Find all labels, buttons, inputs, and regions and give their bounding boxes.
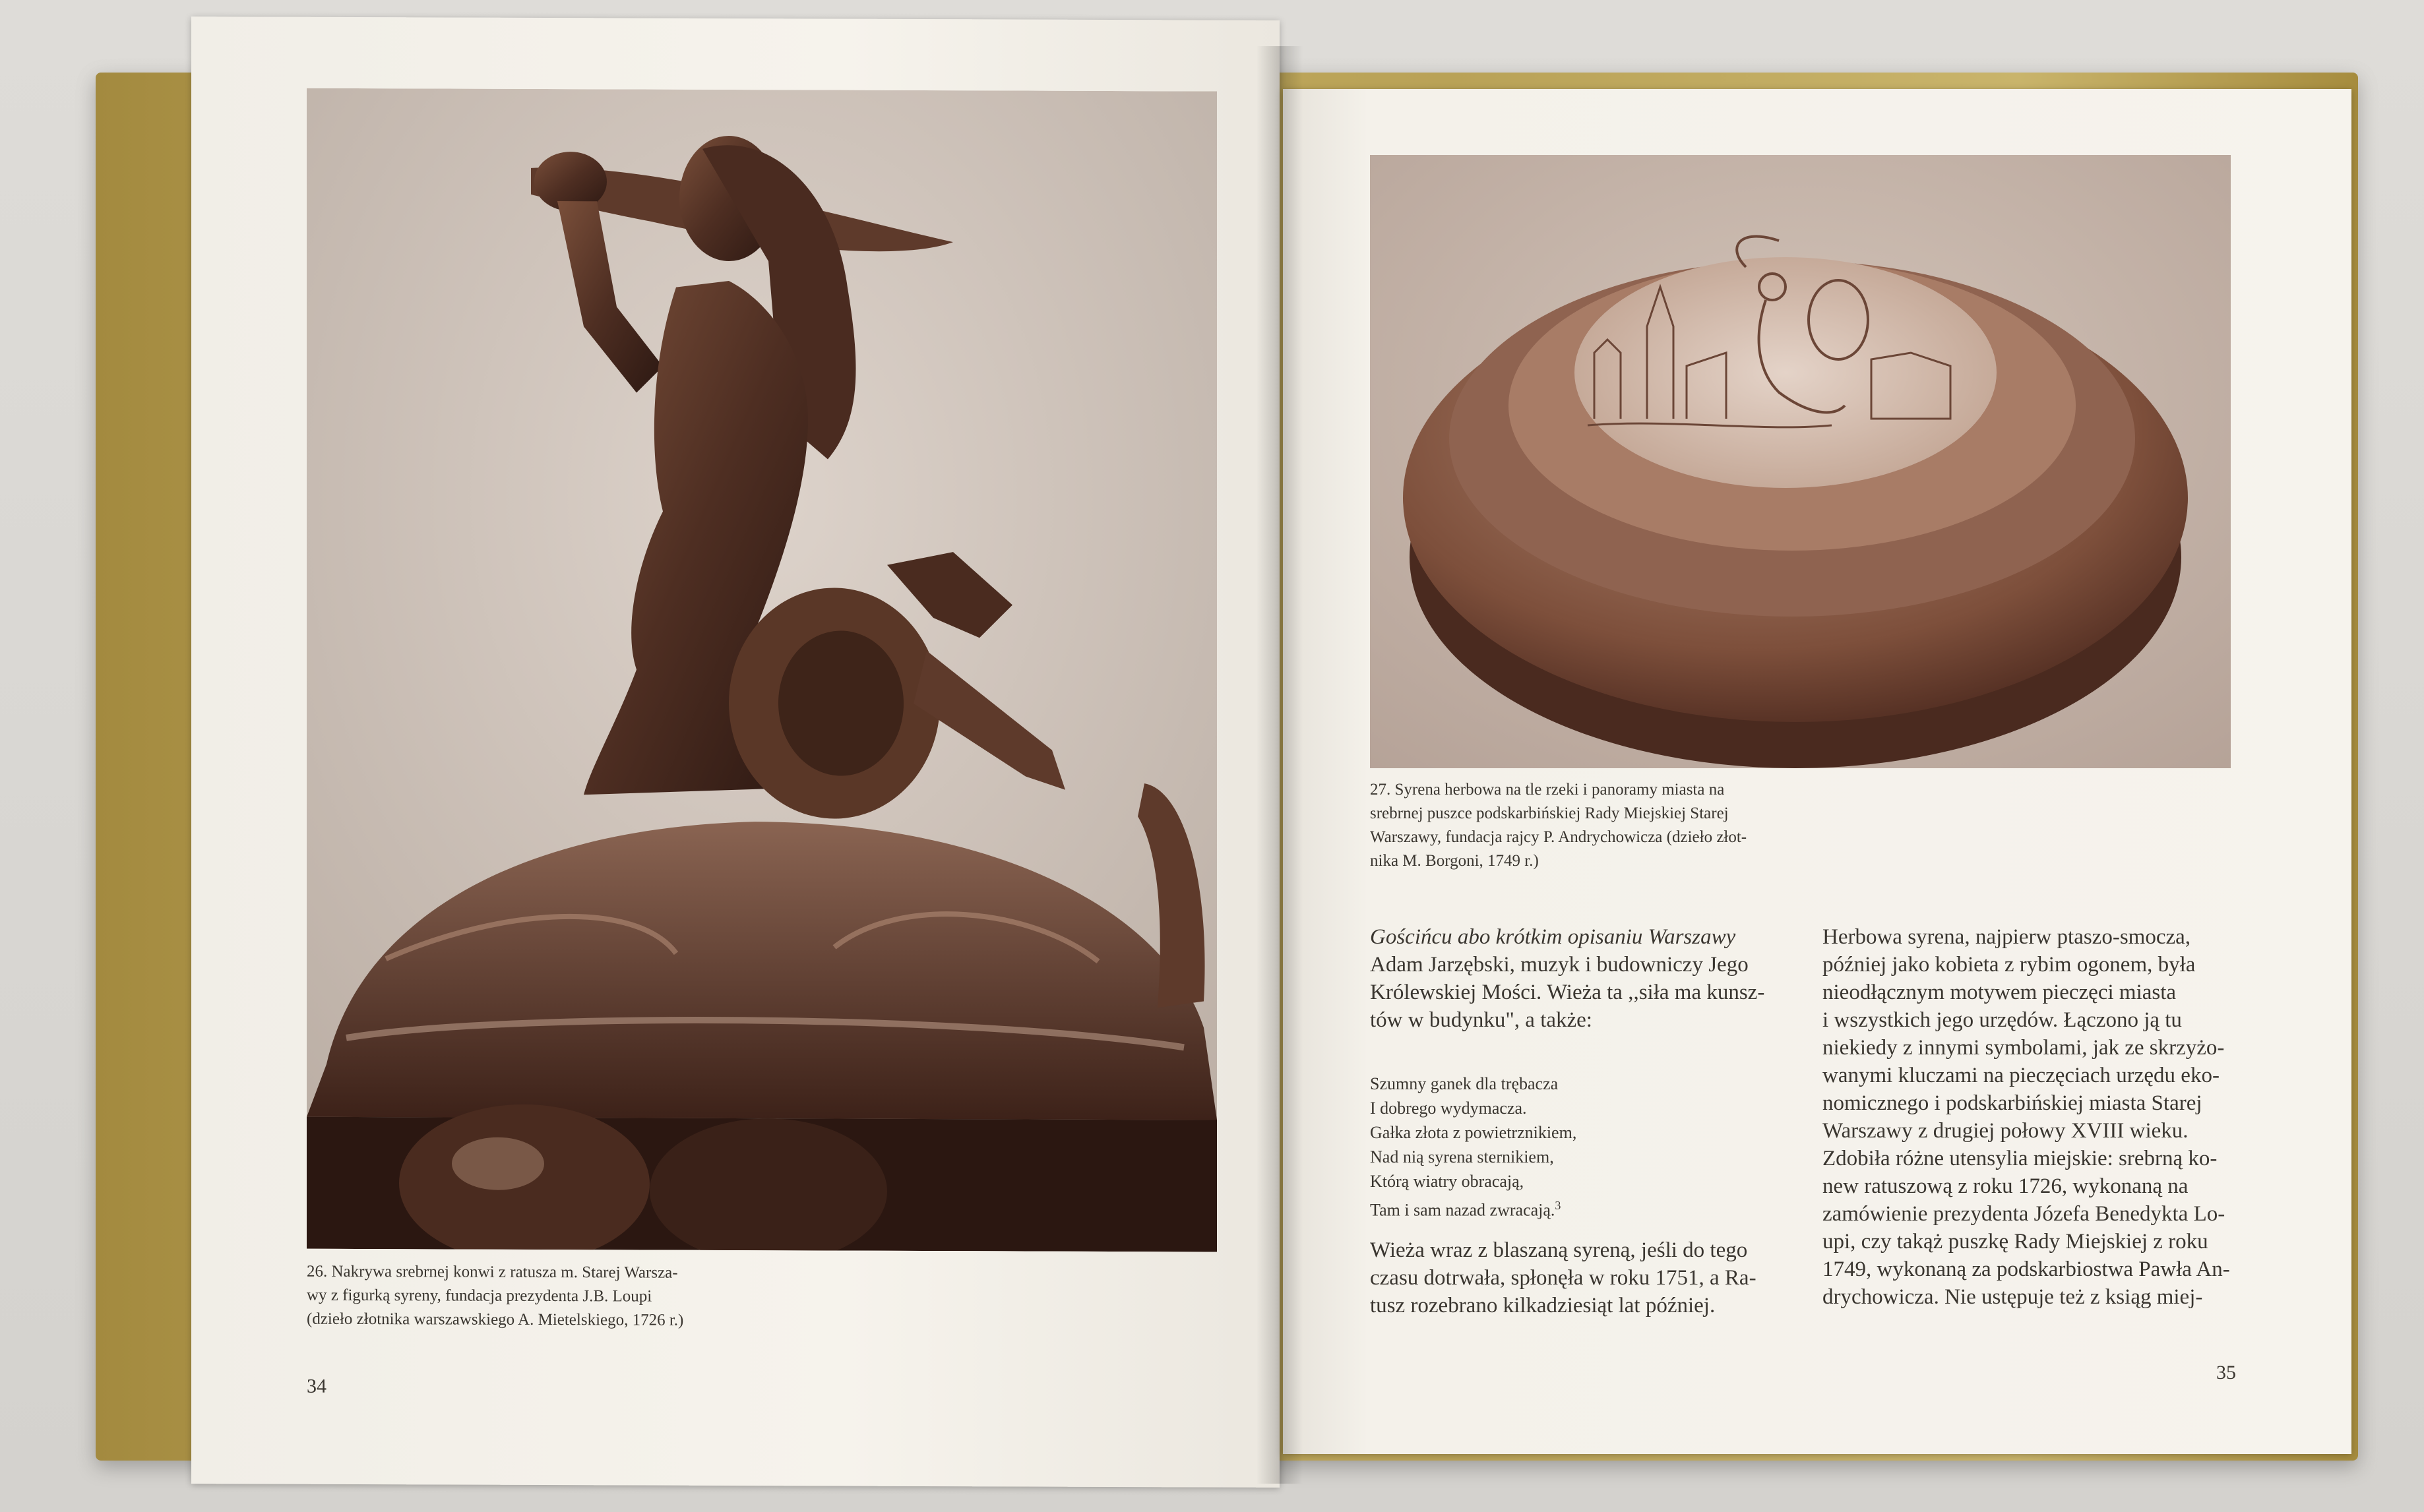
left-page [191, 16, 1280, 1488]
mermaid-figurine-photo [307, 88, 1217, 1252]
engraved-box-photo [1370, 155, 2231, 768]
body-column-2: Herbowa syrena, najpierw ptaszo-smocza, później jako kobieta z rybim ogonem, była nieodłącznym motywem pieczęci miasta i wszystkich jego urzędów. Łączono ją tu niekiedy z innymi symbolami, jak ze skrzyżo- wanymi kluczami na pieczęciach urzędu eko- nomicznego i podskarbińskiej miasta Starej Warszawy z drugiej połowy XVIII wieku. Zdobiła różne utensylia miejskie: srebrną ko- new ratuszową z roku 1726, wykonaną na zamówienie prezydenta Józefa Benedykta Lo- upi, czy takąż puszkę Rady Miejskiej z roku 1749, wykonaną za podskarbiostwa Pawła An- drychowicza. Nie ustępuje też z ksiąg miej- [1822, 925, 2230, 1309]
body-column-1-continued: Wieża wraz z blaszaną syreną, jeśli do tego czasu dotrwała, spłonęła w roku 1751, a Ra- tusz rozebrano kilkadziesiąt lat później. [1370, 1238, 1756, 1317]
body-column-1: Gościńcu abo krótkim opisaniu Warszawy Adam Jarzębski, muzyk i budowniczy Jego Królewskiej Mości. Wieża ta ,,siła ma kunsz- tów w budynku", a także: [1370, 923, 1766, 1034]
figure-27-caption: 27. Syrena herbowa na tle rzeki i panoramy miasta na srebrnej puszce podskarbińskiej Rady Miejskiej Starej Warszawy, fundacja rajcy P. Andrychowicza (dzieło złot- nika M. Borgoni, 1749 r.) [1370, 781, 1747, 870]
poem-quote: Szumny ganek dla trębacza I dobrego wydymacza. Gałka złota z powietrznikiem, Nad nią syrena sternikiem, Którą wiatry obracają, Tam i sam nazad zwracają.$^3$ [1370, 1074, 1577, 1220]
footnote-marker: 3 [1555, 1199, 1561, 1212]
figure-26-caption: 26. Nakrywa srebrnej konwi z ratusza m. Starej Warsza- wy z figurką syreny, fundacja prezydenta J.B. Loupi (dzieło złotnika warszawskiego A. Mietelskiego, 1726 r.) [307, 1262, 684, 1329]
page-number-left: 34 [307, 1375, 326, 1397]
book-spine [1257, 46, 1303, 1484]
page-number-right: 35 [2216, 1362, 2236, 1383]
right-page [1283, 89, 2351, 1454]
book-title-italic: Gościńcu abo krótkim opisaniu Warszawy [1370, 925, 1736, 949]
